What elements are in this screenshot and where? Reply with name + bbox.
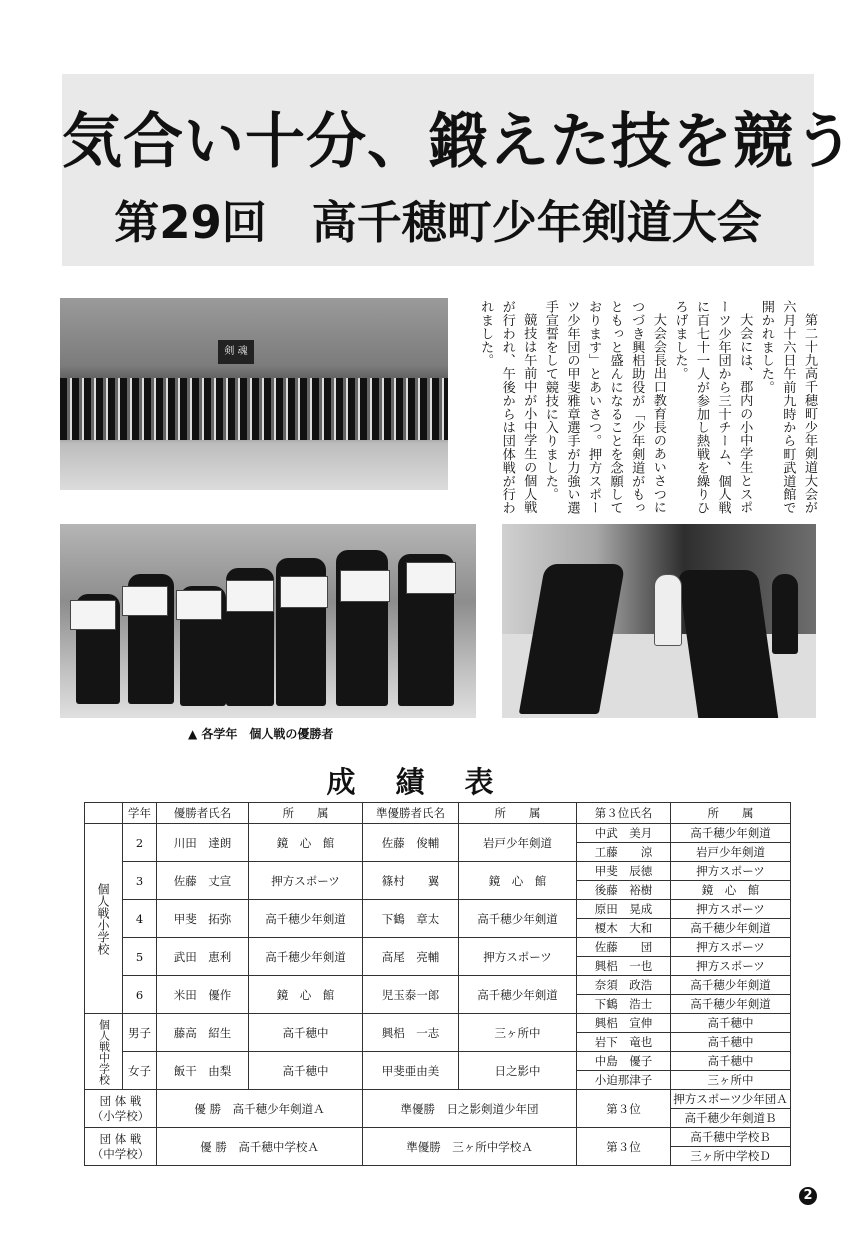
participants-rows [60,378,448,440]
team-runner-up-cell: 準優勝 日之影剣道少年団 [363,1090,577,1128]
runner-up-affiliation-cell: 鏡 心 館 [459,862,577,900]
team-third-place-cell: 高千穂少年剣道Ｂ [671,1109,791,1128]
winner-cell: 米田 優作 [157,976,249,1014]
article-paragraph: 競技は午前中が小中学生の個人戦が行われ、午後からは団体戦が行われました。 [478,300,537,515]
photo-caption: ▲ 各学年 個人戦の優勝者 [188,727,334,741]
team-third-label-cell: 第３位 [577,1090,671,1128]
runner-up-cell: 篠村 翼 [363,862,459,900]
team-winner-cell: 優 勝 高千穂中学校Ａ [157,1128,363,1166]
third-place-cell: 小迫那津子 [577,1071,671,1090]
runner-up-cell: 興梠 一志 [363,1014,459,1052]
third-place-affiliation-cell: 高千穂少年剣道 [671,976,791,995]
opening-ceremony-photo [60,298,448,490]
certificate [176,590,222,620]
header-banner [62,74,855,266]
third-place-cell: 興梠 一也 [577,957,671,976]
winner-affiliation-cell: 高千穂中 [249,1014,363,1052]
winner-affiliation-cell: 高千穂中 [249,1052,363,1090]
third-place-affiliation-cell: 高千穂中 [671,1052,791,1071]
table-row [85,938,791,957]
team-third-place-cell: 押方スポーツ少年団Ａ [671,1090,791,1109]
third-place-affiliation-cell: 高千穂中 [671,1033,791,1052]
winner-affiliation-cell: 高千穂少年剣道 [249,900,363,938]
grade-cell: 女子 [123,1052,157,1090]
team-third-label-cell: 第３位 [577,1128,671,1166]
banner-sign: 剣 魂 [218,340,254,364]
third-place-affiliation-cell: 高千穂中 [671,1014,791,1033]
third-place-affiliation-cell: 押方スポーツ [671,957,791,976]
winner-affiliation-cell: 高千穂少年剣道 [249,938,363,976]
table-row [85,1052,791,1071]
winner-cell: 甲斐 拓弥 [157,900,249,938]
header-cell: 第３位氏名 [577,803,671,824]
article-paragraph: 第二十九高千穂町少年剣道大会が六月十六日午前九時から町武道館で開かれました。 [758,300,817,515]
runner-up-cell: 高尾 亮輔 [363,938,459,976]
certificate [340,570,390,602]
grade-cell: 3 [123,862,157,900]
referee [654,574,682,646]
category-label: 個人戦小学校 [96,882,110,955]
match-photo [502,524,816,718]
header-cell: 優勝者氏名 [157,803,249,824]
third-place-cell: 佐藤 団 [577,938,671,957]
third-place-affiliation-cell: 押方スポーツ [671,900,791,919]
runner-up-affiliation-cell: 高千穂少年剣道 [459,976,577,1014]
certificate [70,600,116,630]
category-cell [85,1014,123,1090]
page-number: 2 [799,1187,817,1205]
third-place-cell: 後藤 裕樹 [577,881,671,900]
third-place-affiliation-cell: 三ヶ所中 [671,1071,791,1090]
third-place-cell: 岩下 竜也 [577,1033,671,1052]
third-place-affiliation-cell: 押方スポーツ [671,938,791,957]
table-row [85,976,791,995]
team-runner-up-cell: 準優勝 三ヶ所中学校Ａ [363,1128,577,1166]
winners-photo [60,524,476,718]
runner-up-cell: 児玉泰一郎 [363,976,459,1014]
third-place-cell: 甲斐 辰徳 [577,862,671,881]
team-winner-cell: 優 勝 高千穂少年剣道Ａ [157,1090,363,1128]
third-place-cell: 下鶴 浩士 [577,995,671,1014]
third-place-affiliation-cell: 鏡 心 館 [671,881,791,900]
winner-cell: 武田 恵利 [157,938,249,976]
table-header-row [85,803,791,824]
header-cell: 所 属 [671,803,791,824]
team-third-place-cell: 三ヶ所中学校Ｄ [671,1147,791,1166]
winner-affiliation-cell: 鏡 心 館 [249,824,363,862]
runner-up-affiliation-cell: 岩戸少年剣道 [459,824,577,862]
certificate [226,580,274,612]
winner-cell: 佐藤 丈宣 [157,862,249,900]
header-cell: 学年 [123,803,157,824]
table-row [85,1014,791,1033]
article-text [462,300,820,515]
article-paragraph: 大会には、郡内の小中学生とスポーツ少年団から三十チーム、個人戦に百七十一人が参加し熱戦を繰りひろげました。 [672,300,753,515]
third-place-cell: 奈須 政浩 [577,976,671,995]
table-row [85,1128,791,1147]
header-cell: 所 属 [459,803,577,824]
third-place-affiliation-cell: 高千穂少年剣道 [671,919,791,938]
team-category-cell: 団 体 戦 （中学校） [85,1128,157,1166]
winner-affiliation-cell: 鏡 心 館 [249,976,363,1014]
third-place-affiliation-cell: 高千穂少年剣道 [671,824,791,843]
third-place-cell: 中武 美月 [577,824,671,843]
table-row [85,824,791,843]
certificate [122,586,168,616]
grade-cell: 5 [123,938,157,976]
winner-cell: 飯干 由梨 [157,1052,249,1090]
subtitle: 第29回 高千穂町少年剣道大会 [114,196,762,249]
runner-up-affiliation-cell: 押方スポーツ [459,938,577,976]
certificate [406,562,456,594]
results-title: 成績表 [326,765,534,799]
header-cell: 準優勝者氏名 [363,803,459,824]
grade-cell: 6 [123,976,157,1014]
category-label: 個人戦中学校 [97,1018,111,1085]
third-place-affiliation-cell: 高千穂少年剣道 [671,995,791,1014]
certificate [280,576,328,608]
runner-up-cell: 下鶴 章太 [363,900,459,938]
winner-cell: 藤高 紹生 [157,1014,249,1052]
team-third-place-cell: 高千穂中学校Ｂ [671,1128,791,1147]
category-cell [85,824,123,1014]
runner-up-affiliation-cell: 三ヶ所中 [459,1014,577,1052]
grade-cell: 男子 [123,1014,157,1052]
grade-cell: 2 [123,824,157,862]
runner-up-affiliation-cell: 高千穂少年剣道 [459,900,577,938]
runner-up-cell: 甲斐亜由美 [363,1052,459,1090]
table-row [85,862,791,881]
main-title: 気合い十分、鍛えた技を競う [62,107,855,177]
third-place-affiliation-cell: 岩戸少年剣道 [671,843,791,862]
winner-cell: 川田 達朗 [157,824,249,862]
runner-up-cell: 佐藤 俊輔 [363,824,459,862]
third-place-cell: 興梠 宣伸 [577,1014,671,1033]
team-category-cell: 団 体 戦 （小学校） [85,1090,157,1128]
third-place-cell: 工藤 涼 [577,843,671,862]
header-cell [85,803,123,824]
third-place-cell: 中島 優子 [577,1052,671,1071]
third-place-affiliation-cell: 押方スポーツ [671,862,791,881]
winner-affiliation-cell: 押方スポーツ [249,862,363,900]
third-place-cell: 榎木 大和 [577,919,671,938]
table-row [85,1090,791,1109]
results-table [84,802,791,1166]
runner-up-affiliation-cell: 日之影中 [459,1052,577,1090]
kendo-player [772,574,798,654]
header-cell: 所 属 [249,803,363,824]
table-row [85,900,791,919]
third-place-cell: 原田 晃成 [577,900,671,919]
grade-cell: 4 [123,900,157,938]
article-paragraph: 大会会長出口教育長のあいさつにつづき興梠助役が「少年剣道がもっともっと盛んになることを念願しております」とあいさつ。押方スポーツ少年団の甲斐雅章選手が力強い選手宣誓をして競技に入りました。 [542,300,666,515]
